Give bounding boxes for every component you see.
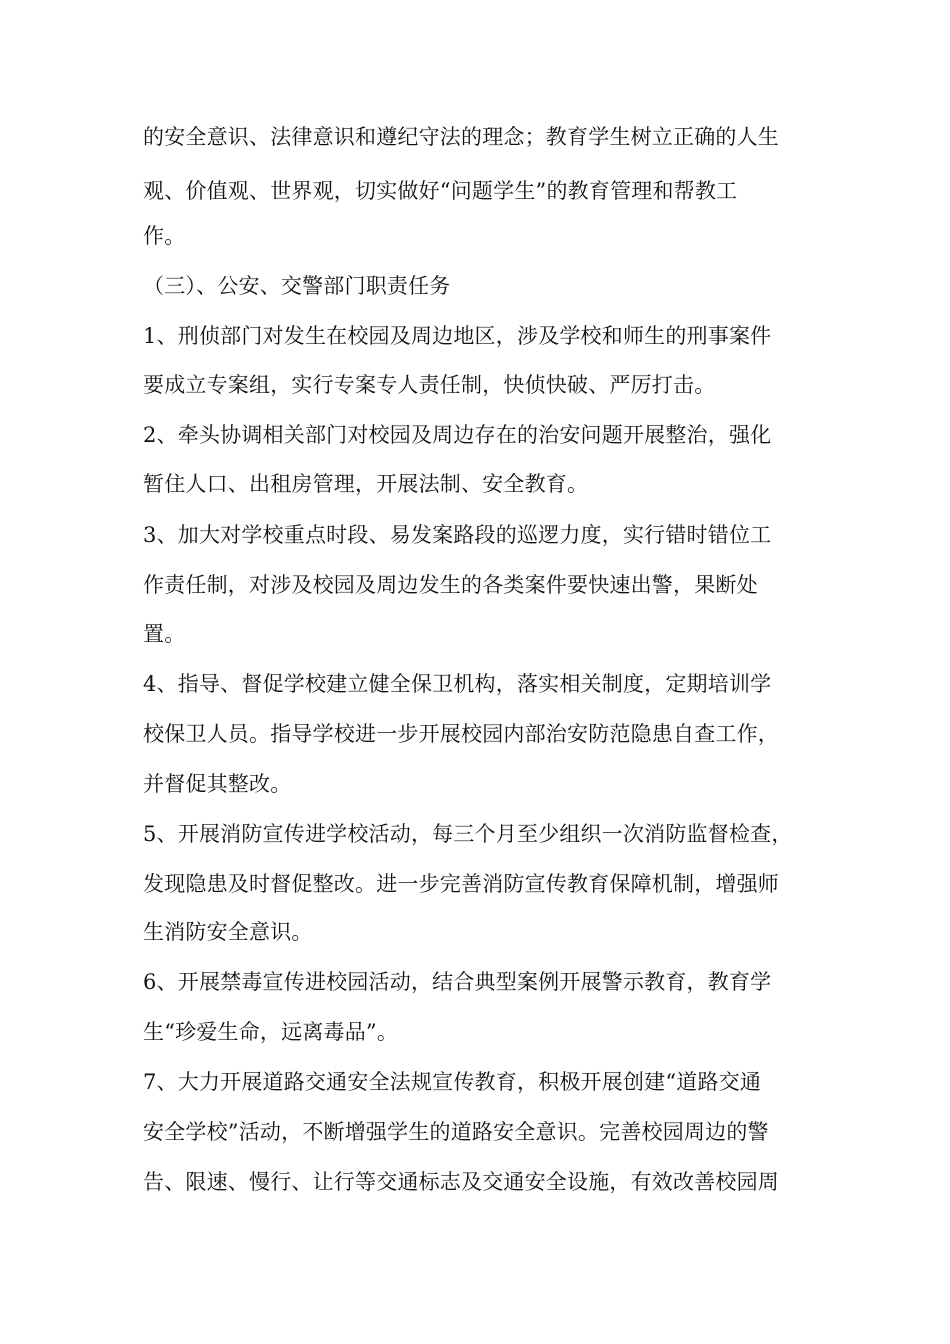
text-line: 发现隐患及时督促整改。进一步完善消防宣传教育保障机制，增强师 (143, 872, 779, 896)
text-line: 生“珍爱生命，远离毒品”。 (143, 1020, 399, 1044)
text-line: 2、牵头协调相关部门对校园及周边存在的治安问题开展整治，强化 (143, 423, 772, 447)
text-line: 3、加大对学校重点时段、易发案路段的巡逻力度，实行错时错位工 (143, 523, 772, 547)
section-heading: （三）、公安、交警部门职责任务 (143, 274, 451, 298)
text-line: 4、指导、督促学校建立健全保卫机构，落实相关制度，定期培训学 (143, 672, 772, 696)
text-line: 观、价值观、世界观，切实做好“问题学生”的教育管理和帮教工 (143, 179, 738, 203)
text-line: 告、限速、慢行、让行等交通标志及交通安全设施，有效改善校园周 (143, 1170, 779, 1194)
text-line: 作责任制，对涉及校园及周边发生的各类案件要快速出警，果断处 (143, 573, 758, 597)
text-line: 并督促其整改。 (143, 772, 292, 796)
text-line: 5、开展消防宣传进学校活动，每三个月至少组织一次消防监督检查， (143, 822, 793, 846)
text-line: 生消防安全意识。 (143, 920, 313, 944)
text-line: 暂住人口、出租房管理，开展法制、安全教育。 (143, 472, 589, 496)
text-line: 安全学校”活动，不断增强学生的道路安全意识。完善校园周边的警 (143, 1120, 769, 1144)
text-line: 要成立专案组，实行专案专人责任制，快侦快破、严厉打击。 (143, 373, 716, 397)
text-line: 校保卫人员。指导学校进一步开展校园内部治安防范隐患自查工作， (143, 722, 779, 746)
text-line: 的安全意识、法律意识和遵纪守法的理念；教育学生树立正确的人生 (143, 125, 779, 149)
text-line: 置。 (143, 622, 186, 646)
text-line: 6、开展禁毒宣传进校园活动，结合典型案例开展警示教育，教育学 (143, 970, 772, 994)
text-line: 7、大力开展道路交通安全法规宣传教育，积极开展创建“道路交通 (143, 1070, 762, 1094)
text-line: 1、刑侦部门对发生在校园及周边地区，涉及学校和师生的刑事案件 (143, 324, 772, 348)
text-line: 作。 (143, 224, 186, 248)
